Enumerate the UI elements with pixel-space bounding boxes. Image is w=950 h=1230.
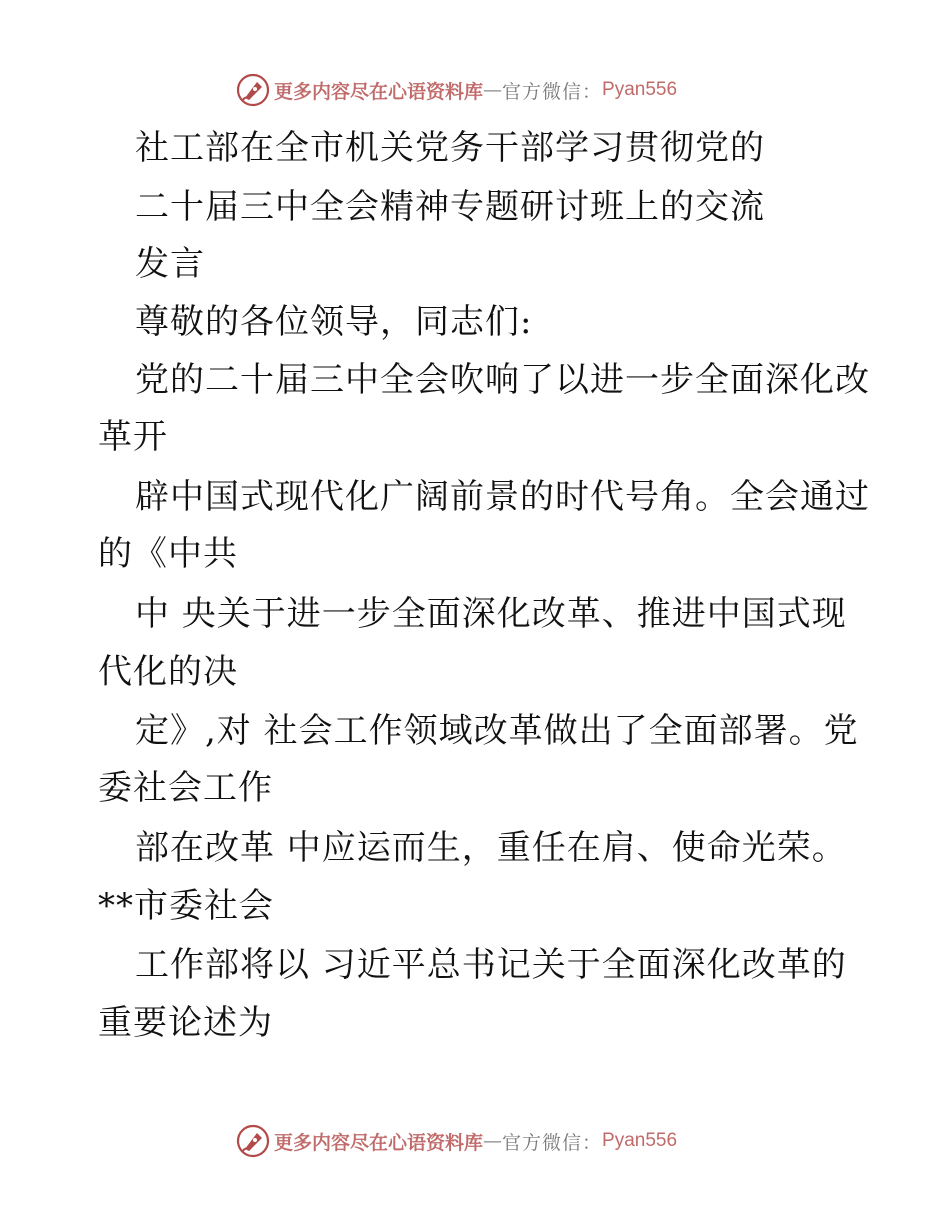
body-line: 革开 [98,417,168,457]
watermark-separator: — [483,79,503,101]
title-line-3: 发言 [135,244,205,284]
footer-watermark [236,1124,677,1158]
header-watermark [236,73,677,107]
pen-nib-logo-icon [236,1124,270,1158]
body-line: 党的二十届三中全会吹响了以进一步全面深化改 [135,360,870,400]
watermark-text: 更多内容尽在心语资料库 [274,1131,484,1154]
body-line: 定》,对 社会工作领域改革做出了全面部署。党 [135,711,859,751]
body-line: 工作部将以 习近平总书记关于全面深化改革的 [135,945,847,985]
pen-nib-logo-icon [236,73,270,107]
watermark-wechat-id: Pyan556 [602,79,678,100]
body-line: 代化的决 [98,652,238,692]
body-line: 中 央关于进一步全面深化改革、推进中国式现 [135,594,847,634]
watermark-text: 更多内容尽在心语资料库 [274,80,484,103]
watermark-wechat-label: 官方微信： [502,1131,603,1154]
watermark-wechat-label: 官方微信： [502,80,603,103]
title-line-2: 二十届三中全会精神专题研讨班上的交流 [135,187,765,227]
salutation: 尊敬的各位领导，同志们: [135,302,533,342]
watermark-separator: — [483,1130,503,1152]
body-line: 委社会工作 [98,768,273,808]
body-line: **市委社会 [98,886,274,926]
title-line-1: 社工部在全市机关党务干部学习贯彻党的 [135,128,765,168]
body-line: 部在改革 中应运而生，重任在肩、使命光荣。 [135,828,847,868]
body-line: 辟中国式现代化广阔前景的时代号角。全会通过 [135,477,870,517]
body-line: 重要论述为 [98,1003,273,1043]
body-line: 的《中共 [98,534,238,574]
watermark-wechat-id: Pyan556 [602,1130,678,1151]
